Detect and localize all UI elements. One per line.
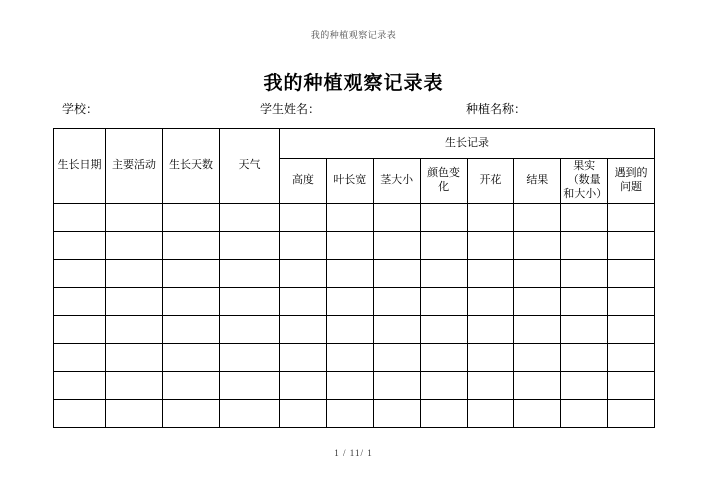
cell-leaf-size[interactable] bbox=[326, 260, 373, 288]
table-header-row-1 bbox=[54, 129, 655, 159]
cell-stem-size[interactable] bbox=[373, 288, 420, 316]
cell-fruiting[interactable] bbox=[514, 344, 561, 372]
cell-growth-date[interactable] bbox=[54, 400, 106, 428]
cell-growth-date[interactable] bbox=[54, 288, 106, 316]
table-row bbox=[54, 400, 655, 428]
cell-fruiting[interactable] bbox=[514, 288, 561, 316]
page-header-note: 我的种植观察记录表 bbox=[310, 30, 397, 40]
header-weather: 天气 bbox=[220, 129, 280, 204]
header-color-change: 颜色变化 bbox=[420, 159, 467, 204]
field-school-label: 学校： bbox=[62, 102, 99, 116]
cell-fruit-count-size[interactable] bbox=[561, 400, 608, 428]
field-plant-name-label: 种植名称： bbox=[466, 102, 527, 116]
cell-problems[interactable] bbox=[608, 288, 655, 316]
cell-growth-days[interactable] bbox=[163, 260, 220, 288]
cell-color-change[interactable] bbox=[420, 344, 467, 372]
field-plant-name bbox=[466, 100, 536, 117]
header-growth-record-group: 生长记录 bbox=[280, 129, 655, 159]
record-table bbox=[53, 128, 655, 428]
cell-leaf-size[interactable] bbox=[326, 344, 373, 372]
record-table-wrapper bbox=[53, 128, 655, 428]
cell-color-change[interactable] bbox=[420, 232, 467, 260]
cell-flowering[interactable] bbox=[467, 316, 514, 344]
table-row bbox=[54, 204, 655, 232]
cell-flowering[interactable] bbox=[467, 204, 514, 232]
cell-fruit-count-size[interactable] bbox=[561, 316, 608, 344]
cell-growth-days[interactable] bbox=[163, 316, 220, 344]
cell-problems[interactable] bbox=[608, 204, 655, 232]
table-row bbox=[54, 372, 655, 400]
cell-height[interactable] bbox=[280, 400, 327, 428]
cell-height[interactable] bbox=[280, 232, 327, 260]
header-problems: 遇到的问题 bbox=[608, 159, 655, 204]
cell-growth-days[interactable] bbox=[163, 344, 220, 372]
cell-fruiting[interactable] bbox=[514, 232, 561, 260]
cell-problems[interactable] bbox=[608, 400, 655, 428]
cell-growth-days[interactable] bbox=[163, 204, 220, 232]
cell-fruit-count-size[interactable] bbox=[561, 204, 608, 232]
cell-leaf-size[interactable] bbox=[326, 316, 373, 344]
cell-main-activity[interactable] bbox=[106, 232, 163, 260]
header-fruiting: 结果 bbox=[514, 159, 561, 204]
cell-height[interactable] bbox=[280, 204, 327, 232]
cell-color-change[interactable] bbox=[420, 372, 467, 400]
cell-color-change[interactable] bbox=[420, 316, 467, 344]
cell-height[interactable] bbox=[280, 372, 327, 400]
cell-height[interactable] bbox=[280, 288, 327, 316]
field-school bbox=[62, 100, 108, 117]
cell-growth-date[interactable] bbox=[54, 344, 106, 372]
form-fields bbox=[62, 100, 652, 118]
cell-flowering[interactable] bbox=[467, 400, 514, 428]
cell-fruit-count-size[interactable] bbox=[561, 372, 608, 400]
cell-growth-days[interactable] bbox=[163, 288, 220, 316]
cell-main-activity[interactable] bbox=[106, 204, 163, 232]
header-growth-days: 生长天数 bbox=[163, 129, 220, 204]
cell-problems[interactable] bbox=[608, 232, 655, 260]
cell-growth-date[interactable] bbox=[54, 204, 106, 232]
cell-fruiting[interactable] bbox=[514, 316, 561, 344]
cell-main-activity[interactable] bbox=[106, 288, 163, 316]
cell-leaf-size[interactable] bbox=[326, 288, 373, 316]
cell-leaf-size[interactable] bbox=[326, 204, 373, 232]
cell-flowering[interactable] bbox=[467, 372, 514, 400]
cell-leaf-size[interactable] bbox=[326, 232, 373, 260]
header-growth-date: 生长日期 bbox=[54, 129, 106, 204]
header-flowering: 开花 bbox=[467, 159, 514, 204]
cell-flowering[interactable] bbox=[467, 232, 514, 260]
cell-main-activity[interactable] bbox=[106, 316, 163, 344]
cell-main-activity[interactable] bbox=[106, 400, 163, 428]
table-row bbox=[54, 316, 655, 344]
field-student-name bbox=[260, 100, 330, 117]
cell-height[interactable] bbox=[280, 316, 327, 344]
cell-color-change[interactable] bbox=[420, 260, 467, 288]
cell-stem-size[interactable] bbox=[373, 344, 420, 372]
cell-problems[interactable] bbox=[608, 344, 655, 372]
cell-problems[interactable] bbox=[608, 372, 655, 400]
header-height: 高度 bbox=[280, 159, 327, 204]
cell-fruit-count-size[interactable] bbox=[561, 344, 608, 372]
cell-growth-days[interactable] bbox=[163, 372, 220, 400]
cell-fruiting[interactable] bbox=[514, 372, 561, 400]
cell-fruit-count-size[interactable] bbox=[561, 260, 608, 288]
header-leaf-size: 叶长宽 bbox=[326, 159, 373, 204]
cell-stem-size[interactable] bbox=[373, 316, 420, 344]
cell-weather[interactable] bbox=[220, 344, 280, 372]
page-footer: 1 / 11/ 1 bbox=[334, 448, 373, 458]
cell-growth-date[interactable] bbox=[54, 232, 106, 260]
table-row bbox=[54, 232, 655, 260]
cell-growth-days[interactable] bbox=[163, 400, 220, 428]
cell-weather[interactable] bbox=[220, 400, 280, 428]
header-stem-size: 茎大小 bbox=[373, 159, 420, 204]
cell-growth-date[interactable] bbox=[54, 316, 106, 344]
cell-growth-date[interactable] bbox=[54, 372, 106, 400]
cell-leaf-size[interactable] bbox=[326, 400, 373, 428]
cell-weather[interactable] bbox=[220, 372, 280, 400]
cell-stem-size[interactable] bbox=[373, 204, 420, 232]
cell-problems[interactable] bbox=[608, 260, 655, 288]
table-row bbox=[54, 260, 655, 288]
cell-weather[interactable] bbox=[220, 260, 280, 288]
cell-fruit-count-size[interactable] bbox=[561, 288, 608, 316]
cell-stem-size[interactable] bbox=[373, 400, 420, 428]
page-title: 我的种植观察记录表 bbox=[263, 73, 444, 94]
cell-main-activity[interactable] bbox=[106, 372, 163, 400]
cell-height[interactable] bbox=[280, 260, 327, 288]
cell-color-change[interactable] bbox=[420, 400, 467, 428]
cell-problems[interactable] bbox=[608, 316, 655, 344]
table-body bbox=[54, 204, 655, 428]
cell-color-change[interactable] bbox=[420, 204, 467, 232]
cell-main-activity[interactable] bbox=[106, 344, 163, 372]
cell-main-activity[interactable] bbox=[106, 260, 163, 288]
table-row bbox=[54, 288, 655, 316]
cell-fruit-count-size[interactable] bbox=[561, 232, 608, 260]
cell-weather[interactable] bbox=[220, 232, 280, 260]
cell-color-change[interactable] bbox=[420, 288, 467, 316]
cell-leaf-size[interactable] bbox=[326, 372, 373, 400]
cell-flowering[interactable] bbox=[467, 260, 514, 288]
cell-stem-size[interactable] bbox=[373, 260, 420, 288]
cell-weather[interactable] bbox=[220, 204, 280, 232]
cell-fruiting[interactable] bbox=[514, 260, 561, 288]
cell-height[interactable] bbox=[280, 344, 327, 372]
cell-flowering[interactable] bbox=[467, 344, 514, 372]
cell-fruiting[interactable] bbox=[514, 204, 561, 232]
field-student-name-label: 学生姓名： bbox=[260, 102, 321, 116]
cell-fruiting[interactable] bbox=[514, 400, 561, 428]
cell-growth-date[interactable] bbox=[54, 260, 106, 288]
cell-weather[interactable] bbox=[220, 316, 280, 344]
cell-growth-days[interactable] bbox=[163, 232, 220, 260]
cell-stem-size[interactable] bbox=[373, 372, 420, 400]
cell-weather[interactable] bbox=[220, 288, 280, 316]
header-fruit-count-size: 果实（数量和大小） bbox=[561, 159, 608, 204]
cell-flowering[interactable] bbox=[467, 288, 514, 316]
header-main-activity: 主要活动 bbox=[106, 129, 163, 204]
cell-stem-size[interactable] bbox=[373, 232, 420, 260]
table-row bbox=[54, 344, 655, 372]
